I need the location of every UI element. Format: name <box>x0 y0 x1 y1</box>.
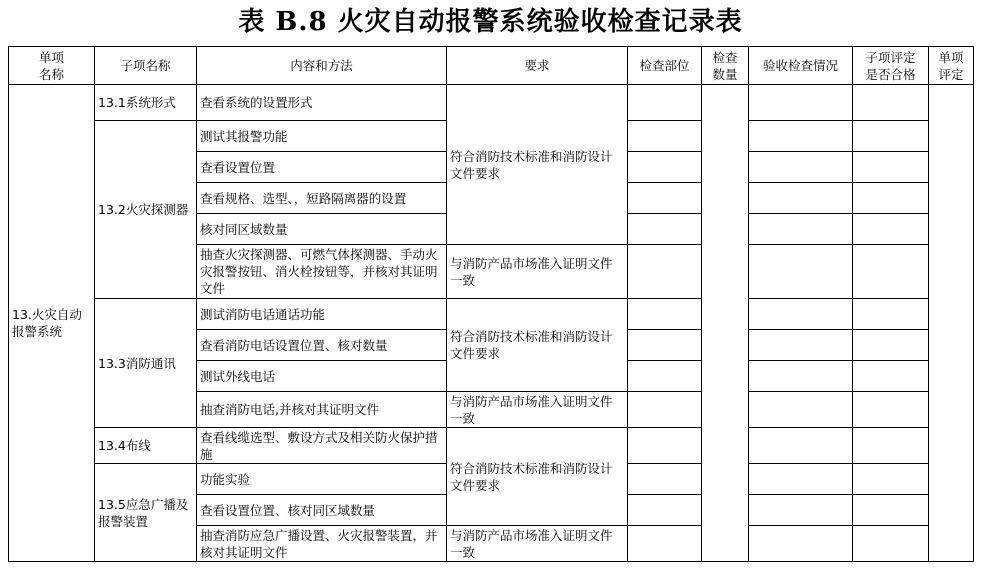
check-location-cell[interactable] <box>628 183 702 214</box>
inspection-cell[interactable] <box>749 361 853 392</box>
inspection-cell[interactable] <box>749 152 853 183</box>
check-location-cell[interactable] <box>628 299 702 330</box>
unit-item-cell: 13.火灾自动报警系统 <box>9 85 95 562</box>
content-cell: 抽查消防电话,并核对其证明文件 <box>197 392 447 428</box>
unit-eval-cell[interactable] <box>929 85 974 562</box>
sub-qualified-cell[interactable] <box>853 428 929 464</box>
requirement-cell: 与消防产品市场准入证明文件一致 <box>447 392 628 428</box>
inspection-cell[interactable] <box>749 464 853 495</box>
content-cell: 功能实验 <box>197 464 447 495</box>
header-sub-qualified: 子项评定是否合格 <box>853 47 929 85</box>
requirement-cell: 符合消防技术标准和消防设计文件要求 <box>447 85 628 245</box>
content-cell: 核对同区域数量 <box>197 214 447 245</box>
header-unit-eval: 单项评定 <box>929 47 974 85</box>
content-cell: 测试消防电话通话功能 <box>197 299 447 330</box>
content-cell: 抽查消防应急广播设置、火灾报警装置，并核对其证明文件 <box>197 526 447 562</box>
header-inspection: 验收检查情况 <box>749 47 853 85</box>
check-location-cell[interactable] <box>628 392 702 428</box>
sub-qualified-cell[interactable] <box>853 526 929 562</box>
sub-qualified-cell[interactable] <box>853 121 929 152</box>
sub-qualified-cell[interactable] <box>853 361 929 392</box>
check-location-cell[interactable] <box>628 152 702 183</box>
check-location-cell[interactable] <box>628 361 702 392</box>
content-cell: 查看线缆选型、敷设方式及相关防火保护措施 <box>197 428 447 464</box>
inspection-cell[interactable] <box>749 183 853 214</box>
sub-qualified-cell[interactable] <box>853 299 929 330</box>
table-row <box>9 85 974 121</box>
requirement-cell: 符合消防技术标准和消防设计文件要求 <box>447 428 628 526</box>
header-requirement: 要求 <box>447 47 628 85</box>
check-location-cell[interactable] <box>628 85 702 121</box>
content-cell: 测试外线电话 <box>197 361 447 392</box>
inspection-cell[interactable] <box>749 214 853 245</box>
content-cell: 查看规格、选型、，短路隔离器的设置 <box>197 183 447 214</box>
check-location-cell[interactable] <box>628 464 702 495</box>
sub-qualified-cell[interactable] <box>853 464 929 495</box>
header-sub-item: 子项名称 <box>95 47 197 85</box>
check-count-cell[interactable] <box>702 85 749 562</box>
sub-qualified-cell[interactable] <box>853 152 929 183</box>
sub-qualified-cell[interactable] <box>853 330 929 361</box>
requirement-cell: 与消防产品市场准入证明文件一致 <box>447 526 628 562</box>
inspection-cell[interactable] <box>749 121 853 152</box>
inspection-cell[interactable] <box>749 85 853 121</box>
sub-qualified-cell[interactable] <box>853 85 929 121</box>
inspection-cell[interactable] <box>749 495 853 526</box>
inspection-record-table <box>8 46 974 562</box>
header-row <box>9 47 974 85</box>
table-row <box>9 428 974 464</box>
sub-qualified-cell[interactable] <box>853 392 929 428</box>
check-location-cell[interactable] <box>628 121 702 152</box>
header-unit-item: 单项名称 <box>9 47 95 85</box>
sub-qualified-cell[interactable] <box>853 214 929 245</box>
sub-qualified-cell[interactable] <box>853 495 929 526</box>
content-cell: 测试其报警功能 <box>197 121 447 152</box>
sub-item-cell: 13.1系统形式 <box>95 85 197 121</box>
content-cell: 查看消防电话设置位置、核对数量 <box>197 330 447 361</box>
page-title: 表 B.8 火灾自动报警系统验收检查记录表 <box>238 7 743 37</box>
inspection-cell[interactable] <box>749 245 853 299</box>
check-location-cell[interactable] <box>628 428 702 464</box>
header-check-location: 检查部位 <box>628 47 702 85</box>
check-location-cell[interactable] <box>628 330 702 361</box>
sub-item-cell: 13.2火灾探测器 <box>95 121 197 299</box>
sub-item-cell: 13.4布线 <box>95 428 197 464</box>
inspection-cell[interactable] <box>749 428 853 464</box>
content-cell: 查看系统的设置形式 <box>197 85 447 121</box>
sub-item-cell: 13.5应急广播及报警装置 <box>95 464 197 562</box>
header-content: 内容和方法 <box>197 47 447 85</box>
sub-item-cell: 13.3消防通讯 <box>95 299 197 428</box>
content-cell: 查看设置位置、核对同区域数量 <box>197 495 447 526</box>
requirement-cell: 符合消防技术标准和消防设计文件要求 <box>447 299 628 392</box>
header-check-count: 检查数量 <box>702 47 749 85</box>
table-row <box>9 299 974 330</box>
sub-qualified-cell[interactable] <box>853 183 929 214</box>
content-cell: 抽查火灾探测器、可燃气体探测器、手动火灾报警按钮、消火栓按钮等，并核对其证明文件 <box>197 245 447 299</box>
inspection-cell[interactable] <box>749 330 853 361</box>
inspection-cell[interactable] <box>749 392 853 428</box>
check-location-cell[interactable] <box>628 526 702 562</box>
content-cell: 查看设置位置 <box>197 152 447 183</box>
requirement-cell: 与消防产品市场准入证明文件一致 <box>447 245 628 299</box>
inspection-cell[interactable] <box>749 526 853 562</box>
inspection-cell[interactable] <box>749 299 853 330</box>
check-location-cell[interactable] <box>628 245 702 299</box>
check-location-cell[interactable] <box>628 495 702 526</box>
check-location-cell[interactable] <box>628 214 702 245</box>
sub-qualified-cell[interactable] <box>853 245 929 299</box>
